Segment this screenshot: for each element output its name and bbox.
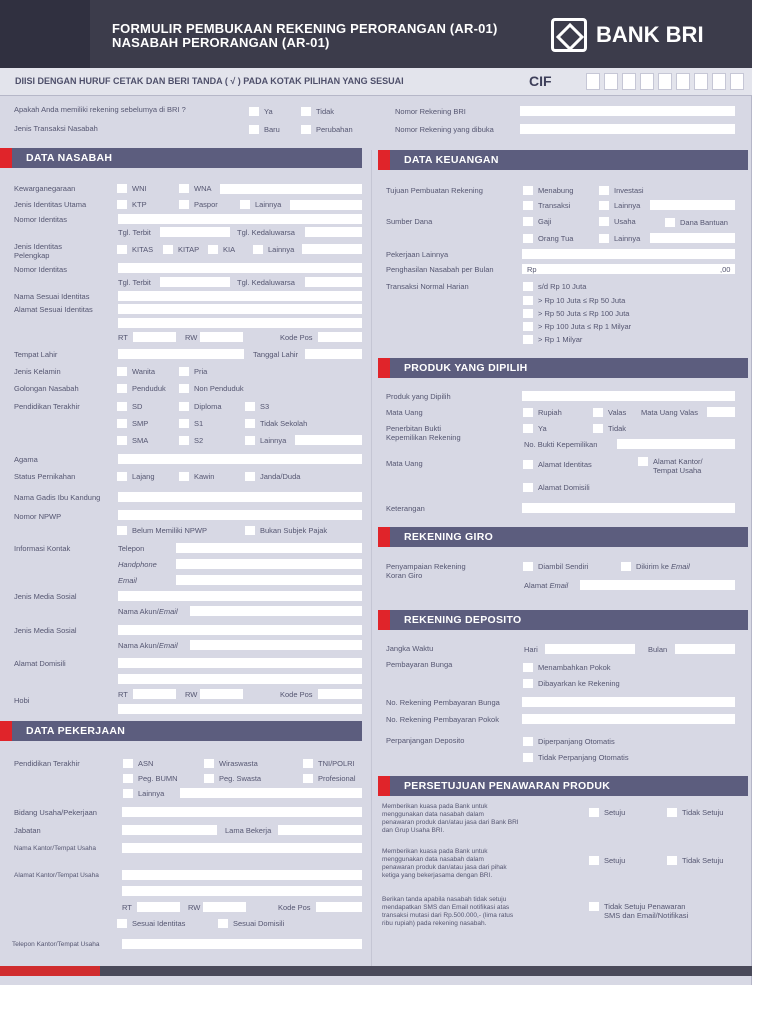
option-diperpanjang[interactable]: Diperpanjang Otomatis	[538, 737, 615, 746]
label-business-field: Bidang Usaha/Pekerjaan	[14, 808, 97, 817]
option-tx-1[interactable]: s/d Rp 10 Juta	[538, 282, 587, 291]
label-social-media-1: Jenis Media Sosial	[14, 592, 77, 601]
npwp-field[interactable]	[118, 510, 362, 520]
foreign-currency-field[interactable]	[707, 407, 735, 417]
label-currency: Mata Uang	[386, 408, 423, 417]
label-monthly-income: Penghasilan Nasabah per Bulan	[386, 265, 494, 274]
address-line-1-field[interactable]	[118, 304, 362, 314]
option-dana-bantuan[interactable]: Dana Bantuan	[680, 218, 728, 227]
social-media-2-field[interactable]	[118, 625, 362, 635]
option-menambahkan-pokok[interactable]: Menambahkan Pokok	[538, 663, 611, 672]
purpose-other-field[interactable]	[650, 200, 735, 210]
option-consent-2-setuju[interactable]: Setuju	[604, 856, 626, 865]
cif-box[interactable]	[622, 73, 636, 90]
section-deposito: REKENING DEPOSITO	[378, 610, 748, 630]
option-wna[interactable]: WNA	[194, 184, 212, 193]
label-npwp: Nomor NPWP	[14, 512, 62, 521]
position-field[interactable]	[122, 825, 217, 835]
cif-box[interactable]	[640, 73, 654, 90]
consent-3-line-4: ribu rupiah) pada rekening nasabah.	[382, 920, 487, 927]
label-account-name-2-text: Nama Akun/	[118, 641, 159, 650]
consent-2-line-3: penawaran produk dan/atau jasa dari pihak	[382, 864, 507, 871]
account-name-1-field[interactable]	[190, 606, 362, 616]
label-chosen-product: Produk yang Dipilih	[386, 392, 451, 401]
label-rt: RT	[118, 333, 128, 342]
form-title: FORMULIR PEMBUKAAN REKENING PERORANGAN (AR-01)	[112, 21, 498, 36]
label-remarks: Keterangan	[386, 504, 425, 513]
option-id-lainnya[interactable]: Lainnya	[255, 200, 282, 209]
label-birth-date: Tanggal Lahir	[253, 350, 299, 359]
label-customer-group: Golongan Nasabah	[14, 384, 79, 393]
label-postal-code: Kode Pos	[280, 333, 313, 342]
label-expiry-date: Tgl. Kedaluwarsa	[237, 228, 295, 237]
option-diambil-sendiri[interactable]: Diambil Sendiri	[538, 562, 589, 571]
label-currency-2: Mata Uang	[386, 459, 423, 468]
mother-maiden-name-field[interactable]	[118, 492, 362, 502]
wna-country-field[interactable]	[220, 184, 362, 194]
label-statement-delivery-2: Koran Giro	[386, 571, 423, 580]
label-handphone: Handphone	[118, 560, 157, 569]
option-gaji[interactable]: Gaji	[538, 217, 552, 226]
option-kawin[interactable]: Kawin	[194, 472, 215, 481]
instruction-text: DIISI DENGAN HURUF CETAK DAN BERI TANDA ( √ ) PADA KOTAK PILIHAN YANG SESUAI	[15, 76, 404, 86]
phone-field[interactable]	[176, 543, 362, 553]
consent-3-line-2: mendapatkan SMS dan Email notifikasi atas	[382, 904, 510, 911]
option-investasi[interactable]: Investasi	[614, 186, 644, 195]
option-peg-swasta[interactable]: Peg. Swasta	[219, 774, 262, 783]
option-menabung[interactable]: Menabung	[538, 186, 574, 195]
domicile-postal-field[interactable]	[318, 689, 362, 699]
option-tx-2[interactable]: > Rp 10 Juta ≤ Rp 50 Juta	[538, 296, 626, 305]
label-ownership-proof: Penerbitan Bukti	[386, 424, 442, 433]
name-per-id-field[interactable]	[118, 291, 362, 301]
domicile-address-1-field[interactable]	[118, 658, 362, 668]
option-peg-bumn[interactable]: Peg. BUMN	[138, 774, 178, 783]
label-name-per-id: Nama Sesuai Identitas	[14, 292, 90, 301]
option-pria[interactable]: Pria	[194, 367, 208, 376]
option-lajang[interactable]: Lajang	[132, 472, 155, 481]
label-id-number: Nomor Identitas	[14, 215, 67, 224]
interest-account-field[interactable]	[522, 697, 735, 707]
label-expiry-date-2: Tgl. Kedaluwarsa	[237, 278, 295, 287]
form-subtitle: NASABAH PERORANGAN (AR-01)	[112, 35, 330, 50]
label-term: Jangka Waktu	[386, 644, 434, 653]
job-other-field[interactable]	[180, 788, 362, 798]
cif-box[interactable]	[604, 73, 618, 90]
option-tidak-sekolah[interactable]: Tidak Sekolah	[260, 419, 308, 428]
label-occupation: Pendidikan Terakhir	[14, 759, 80, 768]
postal-code-field[interactable]	[318, 332, 362, 342]
office-postal-field[interactable]	[316, 902, 362, 912]
label-citizenship: Kewarganegaraan	[14, 184, 76, 193]
label-supplementary-id: Jenis Identitas	[14, 242, 62, 251]
label-rw: RW	[185, 333, 198, 342]
label-foreign-currency: Mata Uang Valas	[641, 408, 698, 417]
section-giro: REKENING GIRO	[378, 527, 748, 547]
supp-id-number-field[interactable]	[118, 263, 362, 273]
column-divider	[371, 150, 372, 968]
option-tidak[interactable]: Tidak	[316, 107, 335, 116]
option-consent-3-tidak-setuju[interactable]	[604, 902, 688, 920]
label-gender: Jenis Kelamin	[14, 367, 61, 376]
cif-box[interactable]	[676, 73, 690, 90]
label-days: Hari	[524, 645, 538, 654]
label-account-name-2	[118, 641, 178, 650]
birth-date-field[interactable]	[305, 349, 362, 359]
option-sd[interactable]: SD	[132, 402, 143, 411]
option-edu-lainnya[interactable]: Lainnya	[260, 436, 287, 445]
cif-box[interactable]	[730, 73, 744, 90]
label-social-media-2: Jenis Media Sosial	[14, 626, 77, 635]
section-persetujuan: PERSETUJUAN PENAWARAN PRODUK	[378, 776, 748, 796]
monthly-income-field[interactable]	[522, 264, 735, 274]
label-ownership-proof-2: Kepemilikan Rekening	[386, 433, 461, 442]
business-field-field[interactable]	[122, 807, 362, 817]
domicile-rw-field[interactable]	[200, 689, 243, 699]
option-tni-polri[interactable]: TNI/POLRI	[318, 759, 355, 768]
office-phone-field[interactable]	[122, 939, 362, 949]
label-bri-account-number: Nomor Rekening BRI	[395, 107, 466, 116]
option-kitas[interactable]: KITAS	[132, 245, 154, 254]
email-text: Email	[549, 581, 569, 590]
label-contact-info: Informasi Kontak	[14, 544, 71, 553]
option-diploma[interactable]: Diploma	[194, 402, 222, 411]
consent-2-line-4: ketiga yang bekerjasama dengan BRI.	[382, 872, 493, 879]
option-valas[interactable]: Valas	[608, 408, 627, 417]
bri-logo-icon	[551, 18, 587, 52]
rt-field[interactable]	[133, 332, 176, 342]
consent-1-line-4: dan Grup Usaha BRI.	[382, 827, 445, 834]
option-paspor[interactable]: Paspor	[194, 200, 218, 209]
consent-1-line-1: Memberikan kuasa pada Bank untuk	[382, 803, 488, 810]
label-office-address: Alamat Kantor/Tempat Usaha	[14, 872, 99, 879]
label-position: Jabatan	[14, 826, 41, 835]
fund-other-field[interactable]	[650, 233, 735, 243]
label-account-email-1: Email	[158, 607, 178, 616]
other-job-field[interactable]	[522, 249, 735, 259]
alamat-text: Alamat	[524, 581, 548, 590]
option-belum-npwp[interactable]: Belum Memiliki NPWP	[132, 526, 208, 535]
option-bukan-subjek-pajak[interactable]: Bukan Subjek Pajak	[260, 526, 328, 535]
label-office-rt: RT	[122, 903, 132, 912]
option-sesuai-domisili[interactable]: Sesuai Domisili	[233, 919, 285, 928]
religion-field[interactable]	[118, 454, 362, 464]
label-proof-number: No. Bukti Kepemilikan	[524, 440, 598, 449]
form-header	[0, 0, 752, 68]
option-consent-1-setuju[interactable]: Setuju	[604, 808, 626, 817]
label-opened-account-number: Nomor Rekening yang dibuka	[395, 125, 494, 134]
option-kitap[interactable]: KITAP	[178, 245, 200, 254]
label-office-postal: Kode Pos	[278, 903, 311, 912]
label-transaction-type: Jenis Transaksi Nasabah	[14, 124, 98, 133]
section-data-nasabah: DATA NASABAH	[0, 148, 362, 168]
option-sma[interactable]: SMA	[132, 436, 149, 445]
cif-box[interactable]	[694, 73, 708, 90]
option-proof-ya[interactable]: Ya	[538, 424, 547, 433]
label-hobby: Hobi	[14, 696, 30, 705]
label-supplementary-id-2: Pelengkap	[14, 251, 50, 260]
consent-3-line-3: transaksi mutasi dari Rp.500.000,- (lima ratus	[382, 912, 514, 919]
label-education: Pendidikan Terakhir	[14, 402, 80, 411]
section-data-keuangan: DATA KEUANGAN	[378, 150, 748, 170]
id-number-field[interactable]	[118, 214, 362, 224]
label-fund-source: Sumber Dana	[386, 217, 433, 226]
issue-date-field[interactable]	[160, 227, 230, 237]
option-consent-2-tidak-setuju[interactable]: Tidak Setuju	[682, 856, 724, 865]
domicile-rt-field[interactable]	[133, 689, 176, 699]
months-field[interactable]	[675, 644, 735, 654]
office-name-field[interactable]	[122, 843, 362, 853]
label-office-phone: Telepon Kantor/Tempat Usaha	[12, 941, 100, 948]
option-smp[interactable]: SMP	[132, 419, 149, 428]
label-months: Bulan	[648, 645, 668, 654]
office-address-2-field[interactable]	[122, 886, 362, 896]
social-media-1-field[interactable]	[118, 591, 362, 601]
giro-email-field[interactable]	[580, 580, 735, 590]
domicile-address-2-field[interactable]	[118, 674, 362, 684]
label-account-name-1-text: Nama Akun/	[118, 607, 159, 616]
label-office-rw: RW	[188, 903, 201, 912]
office-rt-field[interactable]	[137, 902, 180, 912]
label-account-name-1	[118, 607, 178, 616]
option-asn[interactable]: ASN	[138, 759, 154, 768]
label-principal-account: No. Rekening Pembayaran Pokok	[386, 715, 499, 724]
option-tx-5[interactable]: > Rp 1 Milyar	[538, 335, 583, 344]
bank-name: BANK BRI	[596, 22, 704, 47]
option-alamat-domisili[interactable]: Alamat Domisili	[538, 483, 590, 492]
income-decimals: ,00	[720, 265, 731, 274]
option-rupiah[interactable]: Rupiah	[538, 408, 562, 417]
consent-2-line-1: Memberikan kuasa pada Bank untuk	[382, 848, 488, 855]
birth-place-field[interactable]	[118, 349, 244, 359]
cif-box[interactable]	[586, 73, 600, 90]
option-wanita[interactable]: Wanita	[132, 367, 156, 376]
consent-3-line-1: Berikan tanda apabila nasabah tidak setuju	[382, 896, 507, 903]
expiry-date-field[interactable]	[305, 227, 362, 237]
edu-other-field[interactable]	[295, 435, 362, 445]
label-address-per-id: Alamat Sesuai Identitas	[14, 305, 93, 314]
dikirim-email-text: Email	[671, 562, 690, 571]
option-janda-duda[interactable]: Janda/Duda	[260, 472, 301, 481]
consent-1-line-3: penawaran produk dan/atau jasa dari Bank BRI	[382, 819, 519, 826]
option-s1[interactable]: S1	[194, 419, 204, 428]
alamat-kantor-line-1: Alamat Kantor/	[653, 457, 703, 466]
label-interest-account: No. Rekening Pembayaran Bunga	[386, 698, 500, 707]
hobby-field[interactable]	[118, 704, 362, 714]
option-non-penduduk[interactable]: Non Penduduk	[194, 384, 244, 393]
supp-other-field[interactable]	[302, 244, 362, 254]
option-transaksi[interactable]: Transaksi	[538, 201, 571, 210]
remarks-field[interactable]	[522, 503, 735, 513]
section-data-pekerjaan: DATA PEKERJAAN	[0, 721, 362, 741]
consent-1-line-2: menggunakan data nasabah dalam	[382, 811, 484, 818]
label-daily-transaction: Transaksi Normal Harian	[386, 282, 469, 291]
option-tidak-diperpanjang[interactable]: Tidak Perpanjang Otomatis	[538, 753, 629, 762]
email-field[interactable]	[176, 575, 362, 585]
dikirim-ke-text: Dikirim ke	[636, 562, 669, 571]
option-baru[interactable]: Baru	[264, 125, 280, 134]
label-issue-date: Tgl. Terbit	[118, 228, 151, 237]
option-wiraswasta[interactable]: Wiraswasta	[219, 759, 258, 768]
header-decoration	[0, 0, 90, 68]
supp-issue-date-field[interactable]	[160, 277, 230, 287]
label-domicile-rw: RW	[185, 690, 198, 699]
label-previous-account: Apakah Anda memiliki rekening sebelumya di BRI ?	[14, 105, 186, 114]
option-job-lainnya[interactable]: Lainnya	[138, 789, 165, 798]
id-other-field[interactable]	[290, 200, 362, 210]
option-usaha[interactable]: Usaha	[614, 217, 636, 226]
opened-account-number-field[interactable]	[520, 124, 735, 134]
option-alamat-kantor[interactable]	[653, 457, 703, 475]
option-orang-tua[interactable]: Orang Tua	[538, 234, 574, 243]
option-fund-lainnya[interactable]: Lainnya	[614, 234, 641, 243]
bri-account-number-field[interactable]	[520, 106, 735, 116]
option-dibayarkan-rekening[interactable]: Dibayarkan ke Rekening	[538, 679, 620, 688]
option-s3[interactable]: S3	[260, 402, 270, 411]
label-id-number-2: Nomor Identitas	[14, 265, 67, 274]
label-birth-place: Tempat Lahir	[14, 350, 58, 359]
work-duration-field[interactable]	[278, 825, 362, 835]
label-office-name: Nama Kantor/Tempat Usaha	[14, 845, 97, 852]
address-line-2-field[interactable]	[118, 318, 362, 328]
label-interest-payment: Pembayaran Bunga	[386, 660, 453, 669]
rw-field[interactable]	[200, 332, 243, 342]
label-marital-status: Status Pernikahan	[14, 472, 76, 481]
label-other-job: Pekerjaan Lainnya	[386, 250, 449, 259]
office-address-1-field[interactable]	[122, 870, 362, 880]
label-work-duration: Lama Bekerja	[225, 826, 272, 835]
option-proof-tidak[interactable]: Tidak	[608, 424, 627, 433]
consent-2-line-2: menggunakan data nasabah dalam	[382, 856, 484, 863]
cif-box[interactable]	[658, 73, 672, 90]
footer-accent	[0, 966, 100, 976]
label-issue-date-2: Tgl. Terbit	[118, 278, 151, 287]
option-tx-3[interactable]: > Rp 50 Juta ≤ Rp 100 Juta	[538, 309, 630, 318]
label-domicile-postal: Kode Pos	[280, 690, 313, 699]
option-ktp[interactable]: KTP	[132, 200, 147, 209]
days-field[interactable]	[545, 644, 635, 654]
label-domicile-rt: RT	[118, 690, 128, 699]
option-consent-1-tidak-setuju[interactable]: Tidak Setuju	[682, 808, 724, 817]
option-dikirim-email[interactable]	[636, 562, 690, 571]
office-rw-field[interactable]	[203, 902, 246, 912]
label-email: Email	[118, 576, 137, 585]
section-produk: PRODUK YANG DIPILIH	[378, 358, 748, 378]
income-currency: Rp	[527, 265, 537, 274]
option-profesional[interactable]: Profesional	[318, 774, 356, 783]
option-perubahan[interactable]: Perubahan	[316, 125, 353, 134]
tidak-setuju-penawaran-2: SMS dan Email/Notifikasi	[604, 911, 689, 920]
chosen-product-field[interactable]	[522, 391, 735, 401]
principal-account-field[interactable]	[522, 714, 735, 724]
option-ya[interactable]: Ya	[264, 107, 273, 116]
option-supp-lainnya[interactable]: Lainnya	[268, 245, 295, 254]
supp-expiry-date-field[interactable]	[305, 277, 362, 287]
label-account-purpose: Tujuan Pembuatan Rekening	[386, 186, 483, 195]
label-email-address	[524, 581, 568, 590]
label-domicile-address: Alamat Domisili	[14, 659, 66, 668]
option-kia[interactable]: KIA	[223, 245, 236, 254]
tidak-setuju-penawaran-1: Tidak Setuju Penawaran	[604, 902, 686, 911]
label-primary-id-type: Jenis Identitas Utama	[14, 200, 87, 209]
option-wni[interactable]: WNI	[132, 184, 147, 193]
label-religion: Agama	[14, 455, 38, 464]
footer-bar	[0, 966, 752, 976]
alamat-kantor-line-2: Tempat Usaha	[653, 466, 702, 475]
option-purpose-lainnya[interactable]: Lainnya	[614, 201, 641, 210]
option-s2[interactable]: S2	[194, 436, 204, 445]
label-phone: Telepon	[118, 544, 145, 553]
label-extension: Perpanjangan Deposito	[386, 736, 465, 745]
label-mother-maiden-name: Nama Gadis Ibu Kandung	[14, 493, 101, 502]
handphone-field[interactable]	[176, 559, 362, 569]
option-alamat-identitas[interactable]: Alamat Identitas	[538, 460, 592, 469]
account-name-2-field[interactable]	[190, 640, 362, 650]
option-penduduk[interactable]: Penduduk	[132, 384, 166, 393]
cif-box[interactable]	[712, 73, 726, 90]
label-statement-delivery: Penyampaian Rekening	[386, 562, 466, 571]
label-account-email-2: Email	[158, 641, 178, 650]
option-tx-4[interactable]: > Rp 100 Juta ≤ Rp 1 Milyar	[538, 322, 632, 331]
proof-number-field[interactable]	[617, 439, 735, 449]
option-sesuai-identitas[interactable]: Sesuai Identitas	[132, 919, 186, 928]
cif-label: CIF	[529, 73, 552, 89]
